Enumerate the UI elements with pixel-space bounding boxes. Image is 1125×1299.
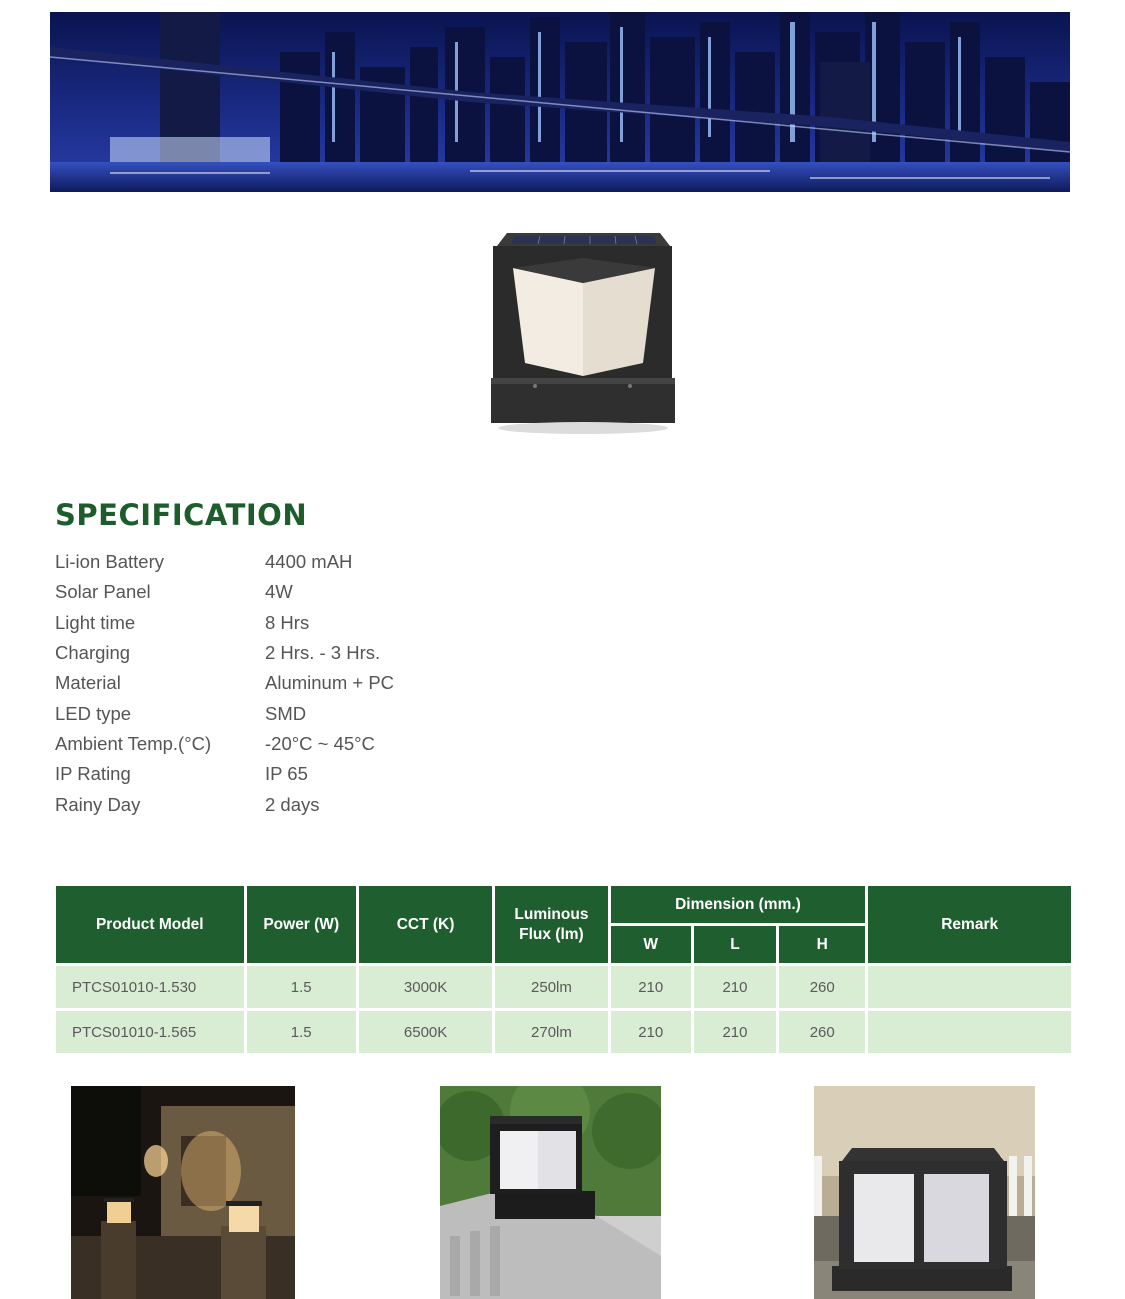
spec-value: SMD (265, 702, 307, 724)
cell-flux: 250lm (495, 966, 607, 1008)
spec-value: 4W (265, 581, 293, 603)
spec-label: Material (55, 672, 121, 694)
cell-cct: 3000K (359, 966, 492, 1008)
cell-h: 260 (779, 966, 865, 1008)
header-w: W (611, 926, 691, 963)
spec-row (55, 638, 555, 668)
spec-row (55, 759, 555, 789)
photo-night-courtyard (71, 1086, 295, 1299)
cell-flux: 270lm (495, 1011, 607, 1053)
cell-remark (868, 1011, 1071, 1053)
table-body (56, 966, 1071, 1053)
cell-model: PTCS01010-1.530 (56, 966, 244, 1008)
spec-value: -20°C ~ 45°C (265, 732, 375, 754)
spec-row (55, 547, 555, 577)
spec-row (55, 608, 555, 638)
product-image (485, 228, 680, 438)
spec-label: Solar Panel (55, 581, 151, 603)
cell-power: 1.5 (247, 1011, 356, 1053)
cell-remark (868, 966, 1071, 1008)
cell-l: 210 (694, 1011, 776, 1053)
photo-garden-fence (814, 1086, 1035, 1299)
specification-title: SPECIFICATION (55, 498, 308, 532)
spec-label: Ambient Temp.(°C) (55, 732, 212, 754)
spec-row (55, 668, 555, 698)
cell-w: 210 (611, 966, 691, 1008)
table-row (56, 1011, 1071, 1053)
spec-label: IP Rating (55, 763, 131, 785)
header-luminous-flux-line2: Flux (lm) (519, 925, 584, 943)
product-table (53, 883, 1074, 1056)
header-remark: Remark (868, 886, 1071, 963)
spec-value: 8 Hrs (265, 611, 310, 633)
header-dimension: Dimension (mm.) (611, 886, 866, 923)
spec-label: LED type (55, 702, 132, 724)
header-product-model: Product Model (56, 886, 244, 963)
header-l: L (694, 926, 776, 963)
spec-row (55, 698, 555, 728)
header-h: H (779, 926, 865, 963)
spec-label: Rainy Day (55, 793, 141, 815)
spec-value: 4400 mAH (265, 551, 353, 573)
spec-row (55, 577, 555, 607)
spec-value: Aluminum + PC (265, 672, 395, 694)
cell-l: 210 (694, 966, 776, 1008)
spec-label: Charging (55, 642, 131, 664)
header-luminous-flux (495, 886, 607, 963)
cell-model: PTCS01010-1.565 (56, 1011, 244, 1053)
cell-w: 210 (611, 1011, 691, 1053)
spec-row (55, 729, 555, 759)
spec-label: Light time (55, 611, 136, 633)
spec-row (55, 789, 555, 819)
spec-value: IP 65 (265, 763, 308, 785)
spec-value: 2 Hrs. - 3 Hrs. (265, 642, 381, 664)
cell-cct: 6500K (359, 1011, 492, 1053)
photo-balustrade (440, 1086, 661, 1299)
table-row (56, 966, 1071, 1008)
banner-image (50, 12, 1070, 192)
specification-list (55, 547, 555, 820)
header-cct: CCT (K) (359, 886, 492, 963)
header-power: Power (W) (247, 886, 356, 963)
spec-value: 2 days (265, 793, 320, 815)
header-luminous-flux-line1: Luminous (514, 905, 589, 923)
cell-power: 1.5 (247, 966, 356, 1008)
spec-label: Li-ion Battery (55, 551, 164, 573)
cell-h: 260 (779, 1011, 865, 1053)
